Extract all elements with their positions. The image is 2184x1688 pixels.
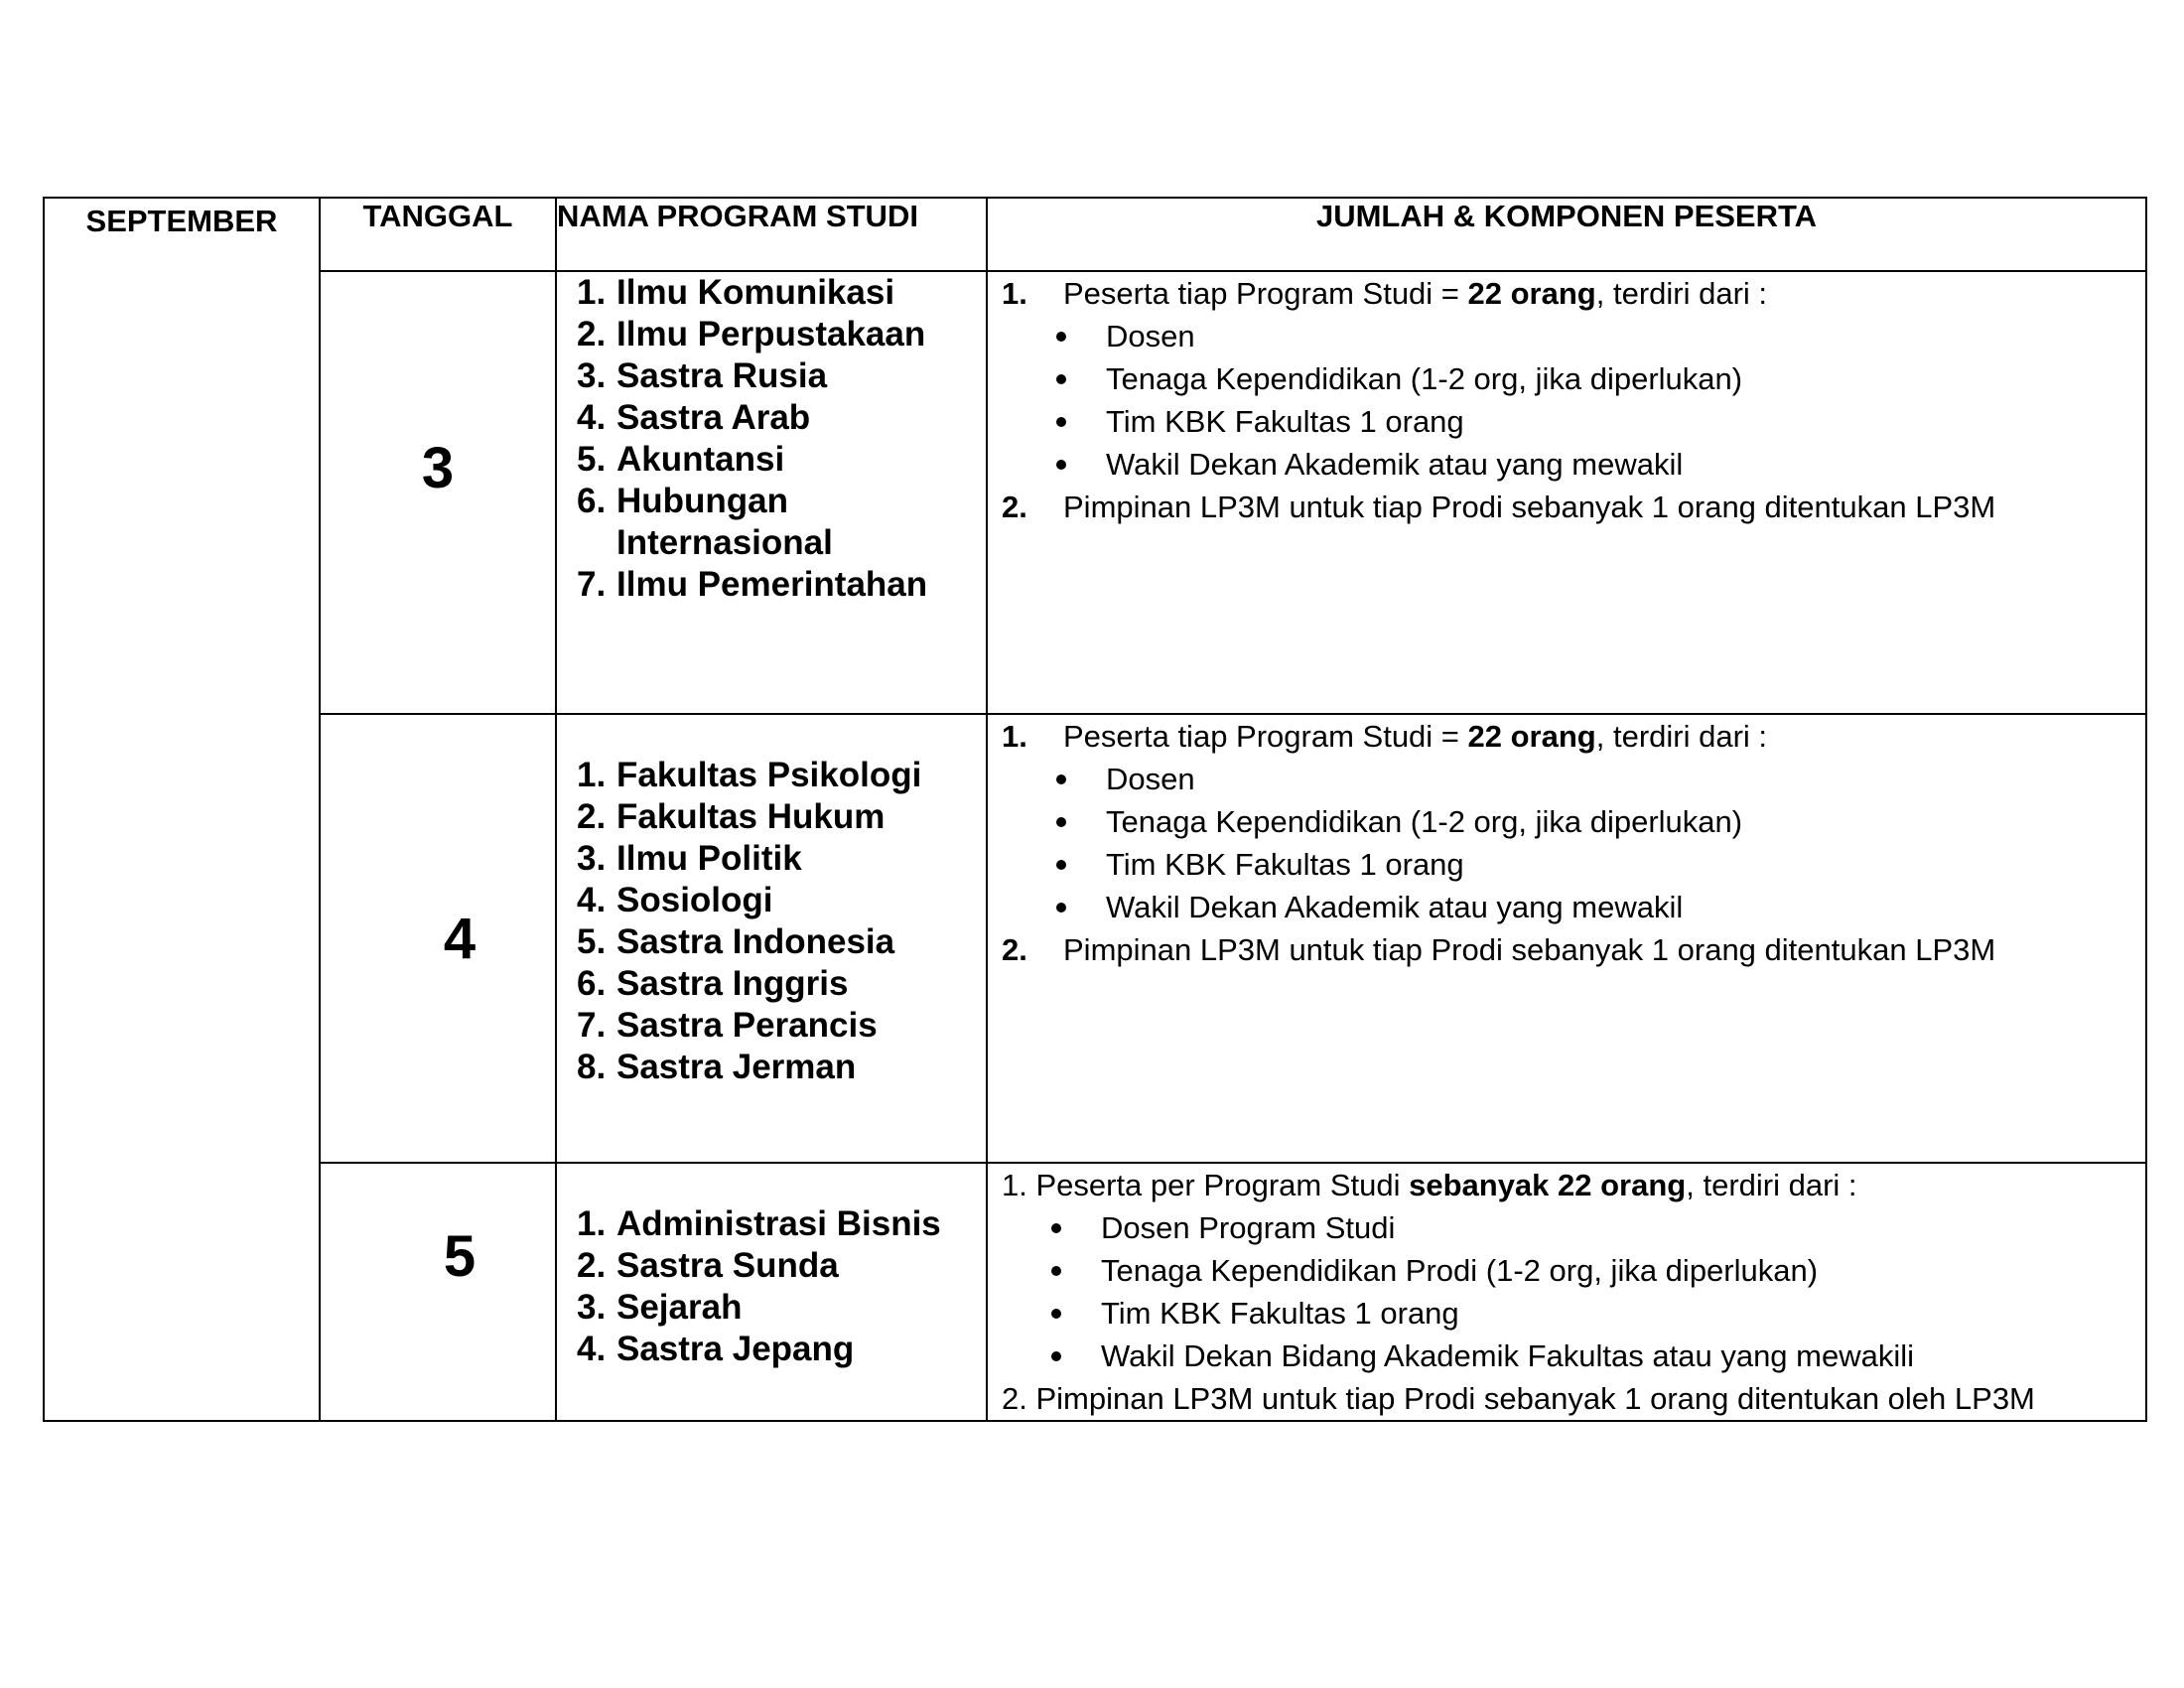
schedule-table [43,197,2147,1422]
list-item: 3. Sastra Rusia [577,356,828,395]
list-item: 2. Sastra Sunda [577,1246,839,1285]
table-row [44,271,2146,714]
participant-bullet: Dosen [1002,758,2145,800]
list-item: 4. Sastra Jepang [577,1330,855,1368]
list-item: 5. Sastra Indonesia [577,922,895,961]
bullet-icon [1056,817,1066,827]
month-label: SEPTEMBER [85,204,278,238]
program-list [577,755,986,1088]
header-program-studi: NAMA PROGRAM STUDI [556,198,987,271]
program-list [577,1203,986,1370]
header-tanggal: TANGGAL [320,198,556,271]
participant-bullet: Tim KBK Fakultas 1 orang [1002,843,2145,886]
header-peserta: JUMLAH & KOMPONEN PESERTA [987,198,2146,271]
participant-details [987,271,2146,714]
participant-item: 1. Peserta per Program Studi sebanyak 22 orang, terdiri dari : [1002,1168,1857,1202]
participant-bullet: Dosen Program Studi [1002,1206,2145,1249]
month-cell [44,204,320,1421]
list-item: 6. Sastra Inggris [577,964,849,1003]
list-item: 1. Ilmu Komunikasi [577,273,895,312]
header-row [44,198,2146,271]
participant-bullet: Wakil Dekan Bidang Akademik Fakultas atau yang mewakili [1002,1335,2145,1377]
date-number: 3 [421,436,455,500]
list-item: 5. Akuntansi [577,440,785,479]
participant-details [987,714,2146,1163]
table-row [44,714,2146,1163]
list-item: 2. Ilmu Perpustakaan [577,315,926,353]
date-cell [320,1163,556,1421]
list-item: 4. Sastra Arab [577,398,811,437]
table-row [44,1163,2146,1421]
participant-bullet: Wakil Dekan Akademik atau yang mewakil [1002,886,2145,928]
bullet-icon [1056,460,1066,470]
participant-bullet: Wakil Dekan Akademik atau yang mewakil [1002,443,2145,486]
bullet-icon [1056,417,1066,427]
list-item: 4. Sosiologi [577,881,773,919]
participant-bullet: Dosen [1002,315,2145,357]
list-item: 6. Hubungan Internasional [577,482,833,562]
list-item: 2. Fakultas Hukum [577,797,886,836]
bullet-icon [1056,374,1066,384]
program-list-cell [556,271,987,714]
date-number: 5 [443,1224,477,1289]
participant-item: 1. Peserta tiap Program Studi = 22 orang, terdiri dari : [1002,276,1768,311]
date-cell [320,271,556,714]
list-item: 8. Sastra Jerman [577,1048,857,1086]
bullet-icon [1051,1351,1061,1361]
participant-item: 1. Peserta tiap Program Studi = 22 orang, terdiri dari : [1002,719,1768,754]
list-item: 7. Ilmu Pemerintahan [577,565,928,604]
bullet-icon [1056,332,1066,342]
participant-item: 2. Pimpinan LP3M untuk tiap Prodi sebanyak 1 orang ditentukan LP3M [1002,932,1996,967]
date-number: 4 [443,907,477,971]
list-item: 7. Sastra Perancis [577,1006,878,1045]
list-item: 3. Sejarah [577,1288,743,1327]
date-cell [320,714,556,1163]
participant-bullet: Tenaga Kependidikan (1-2 org, jika diperlukan) [1002,357,2145,400]
bullet-icon [1051,1223,1061,1233]
participant-bullet: Tim KBK Fakultas 1 orang [1002,400,2145,443]
program-list-cell [556,1163,987,1421]
participant-bullet: Tenaga Kependidikan Prodi (1-2 org, jika diperlukan) [1002,1249,2145,1292]
list-item: 1. Fakultas Psikologi [577,756,922,794]
bullet-icon [1056,860,1066,870]
participant-bullet: Tim KBK Fakultas 1 orang [1002,1292,2145,1335]
participant-bullet: Tenaga Kependidikan (1-2 org, jika diperlukan) [1002,800,2145,843]
participant-item: 2. Pimpinan LP3M untuk tiap Prodi sebanyak 1 orang ditentukan oleh LP3M [1002,1381,2035,1416]
bullet-icon [1051,1309,1061,1319]
program-list-cell [556,714,987,1163]
participant-item: 2. Pimpinan LP3M untuk tiap Prodi sebanyak 1 orang ditentukan LP3M [1002,490,1996,524]
bullet-icon [1056,903,1066,913]
program-list [577,272,986,606]
list-item: 1. Administrasi Bisnis [577,1204,941,1243]
list-item: 3. Ilmu Politik [577,839,802,878]
bullet-icon [1056,774,1066,784]
bullet-icon [1051,1266,1061,1276]
participant-details [987,1163,2146,1421]
